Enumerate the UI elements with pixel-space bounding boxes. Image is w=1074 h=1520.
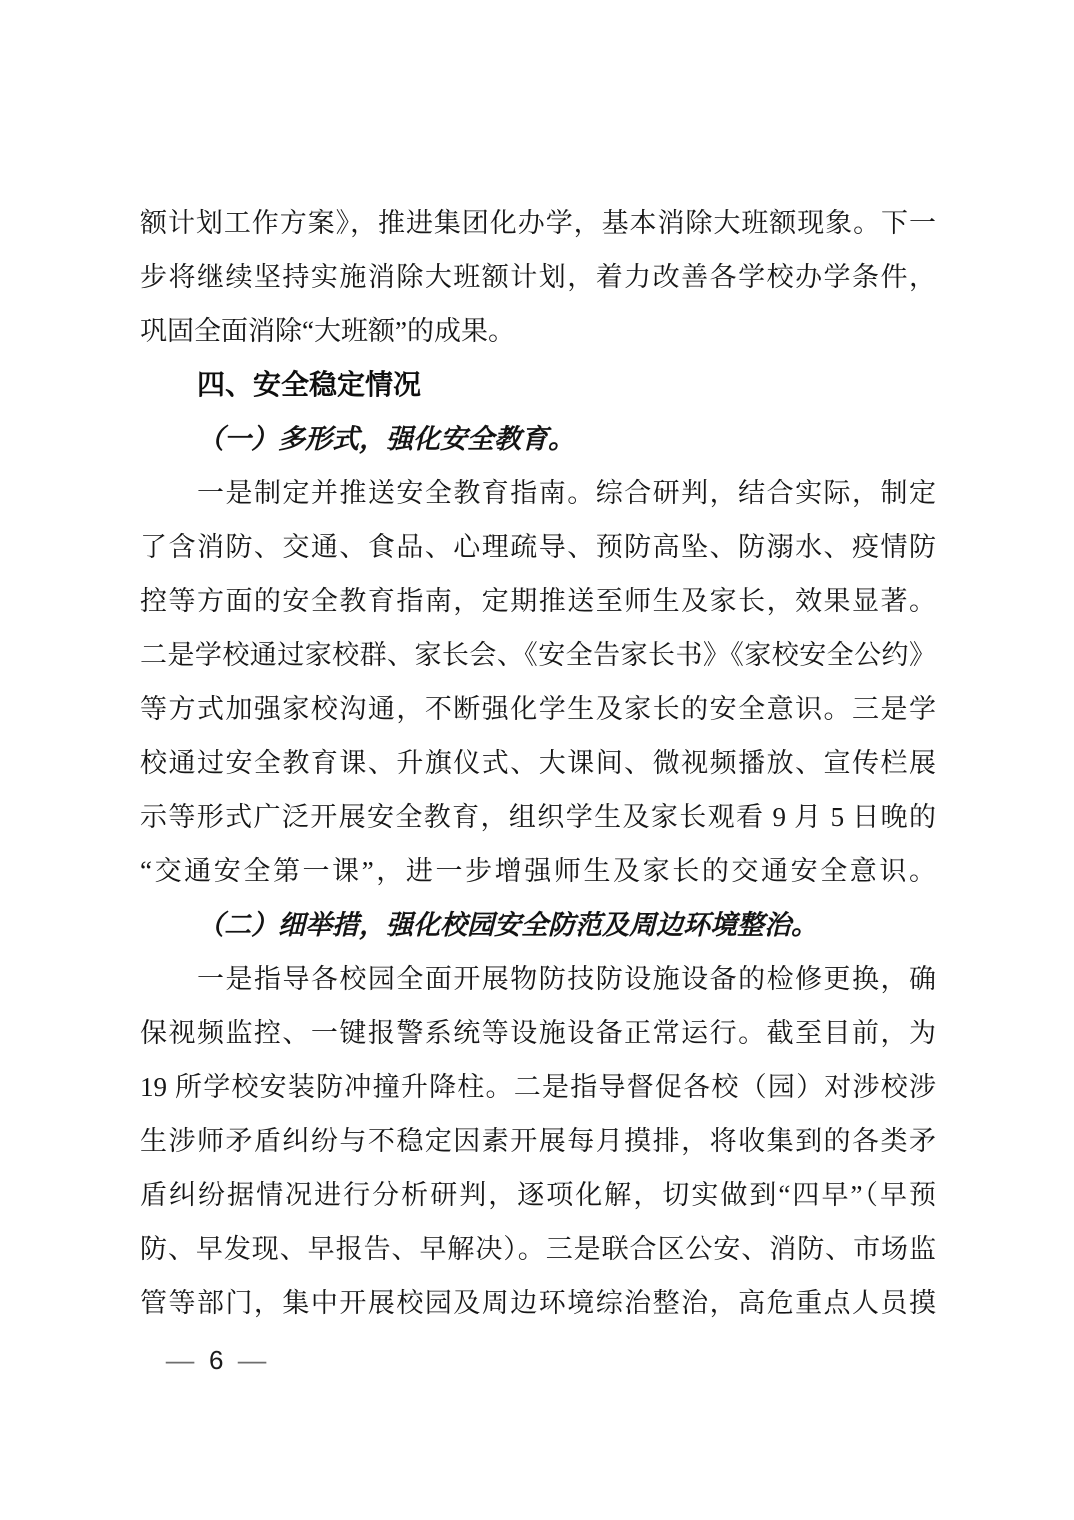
- subsection-heading: （一）多形式，强化安全教育。: [197, 424, 575, 454]
- body-line: 一是指导各校园全面开展物防技防设施设备的检修更换，确: [197, 964, 936, 994]
- body-line: 步将继续坚持实施消除大班额计划，着力改善各学校办学条件，: [140, 262, 936, 292]
- body-line: 控等方面的安全教育指南，定期推送至师生及家长，效果显著。: [140, 586, 936, 616]
- subsection-heading: （二）细举措，强化校园安全防范及周边环境整治。: [197, 910, 818, 940]
- body-line: 示等形式广泛开展安全教育，组织学生及家长观看 9 月 5 日晚的: [140, 802, 936, 832]
- page-number: [167, 1340, 265, 1380]
- section-heading: 四、安全稳定情况: [197, 369, 422, 400]
- page-number-value: 6: [209, 1345, 224, 1375]
- document-body: [140, 196, 936, 1330]
- body-line: 额计划工作方案》，推进集团化办学，基本消除大班额现象。下一: [140, 208, 936, 238]
- body-line: 二是学校通过家校群、家长会、《安全告家长书》《家校安全公约》: [140, 640, 936, 670]
- body-line: 等方式加强家校沟通，不断强化学生及家长的安全意识。三是学: [140, 694, 936, 724]
- body-line: 了含消防、交通、食品、心理疏导、预防高坠、防溺水、疫情防: [140, 532, 936, 562]
- body-line: 一是制定并推送安全教育指南。综合研判，结合实际，制定: [197, 478, 936, 508]
- body-line: 保视频监控、一键报警系统等设施设备正常运行。截至目前，为: [140, 1018, 936, 1048]
- body-line: 巩固全面消除“大班额”的成果。: [140, 316, 515, 346]
- body-line: 19 所学校安装防冲撞升降柱。二是指导督促各校（园）对涉校涉: [140, 1072, 936, 1102]
- page-number-dash-right: —: [238, 1345, 267, 1375]
- body-line: 生涉师矛盾纠纷与不稳定因素开展每月摸排，将收集到的各类矛: [140, 1126, 936, 1156]
- body-line: “交通安全第一课”，进一步增强师生及家长的交通安全意识。: [140, 856, 936, 886]
- page-number-dash-left: —: [165, 1345, 195, 1375]
- body-line: 校通过安全教育课、升旗仪式、大课间、微视频播放、宣传栏展: [140, 748, 936, 778]
- body-line: 管等部门，集中开展校园及周边环境综治整治，高危重点人员摸: [140, 1288, 936, 1318]
- body-line: 盾纠纷据情况进行分析研判，逐项化解，切实做到“四早”（早预: [140, 1180, 936, 1210]
- body-line: 防、早发现、早报告、早解决）。三是联合区公安、消防、市场监: [140, 1234, 936, 1264]
